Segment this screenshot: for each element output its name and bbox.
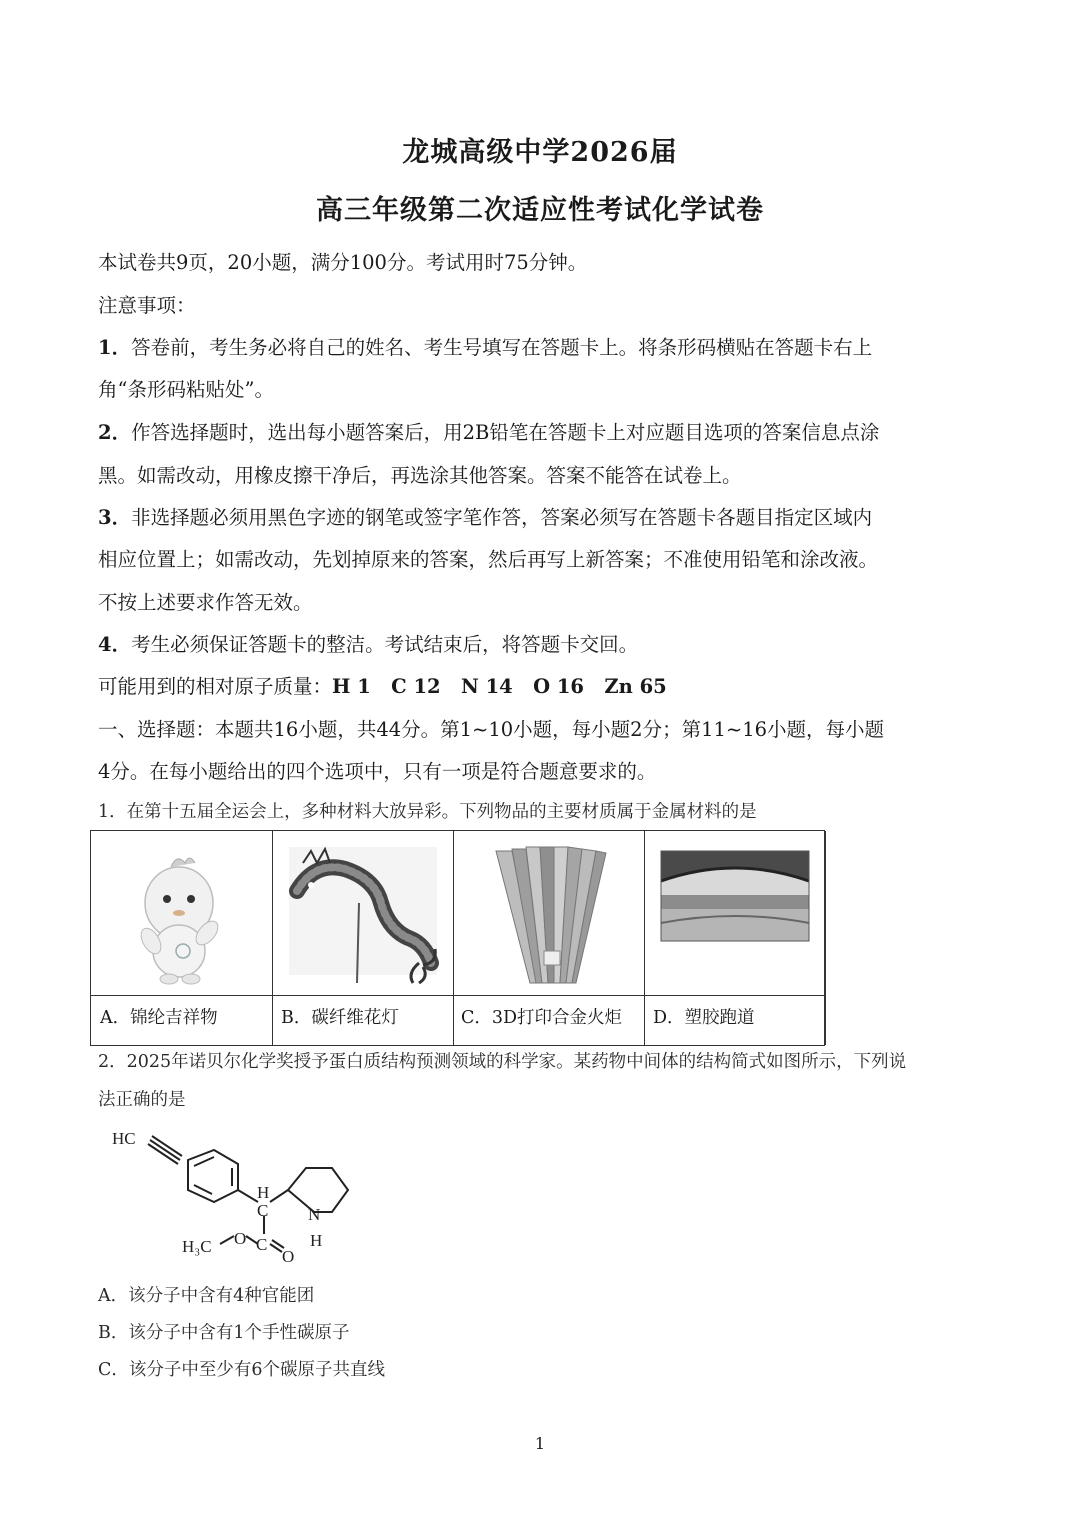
page-number: 1	[534, 1434, 546, 1453]
section-1-line-2: 4分。在每小题给出的四个选项中，只有一项是符合题意要求的。	[98, 760, 657, 783]
notice-heading: 注意事项：	[98, 294, 196, 317]
question-2-option-c: C．该分子中至少有6个碳原子共直线	[98, 1360, 386, 1380]
mol-label-c-ester: C	[256, 1235, 268, 1254]
notice-3-line-3: 不按上述要求作答无效。	[98, 591, 313, 614]
option-d-label: D．塑胶跑道	[653, 1008, 755, 1028]
option-c-label: C．3D打印合金火炬	[461, 1008, 623, 1028]
atomic-mass-values: H 1 C 12 N 14 O 16 Zn 65	[332, 675, 667, 698]
notice-2-number: 2．	[98, 421, 132, 444]
exam-title-school: 龙城高级中学2026届	[402, 137, 678, 168]
option-captions-row	[91, 995, 824, 1048]
question-2-option-b: B．该分子中含有1个手性碳原子	[98, 1323, 350, 1343]
molecule-structure-diagram	[110, 1126, 370, 1266]
notice-1-line-2: 角“条形码粘贴处”。	[98, 378, 274, 401]
question-2-stem-line-1: 2．2025年诺贝尔化学奖授予蛋白质结构预测领域的科学家。某药物中间体的结构简式如图所示，下列说	[98, 1052, 907, 1072]
notice-3-line-1: 3．非选择题必须用黑色字迹的钢笔或签字笔作答，答案必须写在答题卡各题目指定区域内	[98, 506, 873, 529]
atomic-mass-line: 可能用到的相对原子质量：H 1 C 12 N 14 O 16 Zn 65	[98, 675, 667, 698]
torch-image	[454, 833, 644, 993]
option-a-label: A．锦纶吉祥物	[100, 1008, 218, 1028]
mascot-image	[91, 833, 271, 993]
question-1-options-table	[90, 830, 825, 1046]
notice-4-number: 4．	[98, 633, 132, 656]
notice-2-line-2: 黑。如需改动，用橡皮擦干净后，再选涂其他答案。答案不能答在试卷上。	[98, 464, 742, 487]
exam-title-subject: 高三年级第二次适应性考试化学试卷	[316, 195, 764, 226]
question-2-option-a: A．该分子中含有4种官能团	[98, 1286, 315, 1306]
stadium-image	[645, 833, 825, 993]
notice-1-line-1: 1．答卷前，考生务必将自己的姓名、考生号填写在答题卡上。将条形码横贴在答题卡右上	[98, 336, 873, 359]
question-2-stem-line-2: 法正确的是	[98, 1090, 186, 1110]
mol-label-c-center: C	[257, 1201, 269, 1220]
dragon-lantern-image	[273, 833, 453, 993]
notice-3-number: 3．	[98, 506, 132, 529]
intro-text: 本试卷共9页，20小题，满分100分。考试用时75分钟。	[98, 251, 588, 274]
notice-2-line-1: 2．作答选择题时，选出每小题答案后，用2B铅笔在答题卡上对应题目选项的答案信息点涂	[98, 421, 880, 444]
mol-label-h-n: H	[310, 1231, 323, 1250]
mol-label-h3c: H₃C	[182, 1237, 212, 1256]
mol-label-h-center: H	[257, 1183, 270, 1202]
mol-label-n: N	[308, 1205, 321, 1224]
mol-label-o-ester: O	[234, 1229, 247, 1248]
section-1-line-1: 一、选择题：本题共16小题，共44分。第1~10小题，每小题2分；第11~16小题，每小题	[98, 718, 885, 741]
notice-3-line-2: 相应位置上；如需改动，先划掉原来的答案，然后再写上新答案；不准使用铅笔和涂改液。	[98, 548, 879, 571]
notice-4-line-1: 4．考生必须保证答题卡的整洁。考试结束后，将答题卡交回。	[98, 633, 639, 656]
question-1-stem: 1．在第十五届全运会上，多种材料大放异彩。下列物品的主要材质属于金属材料的是	[98, 802, 757, 822]
mol-label-o-carbonyl: O	[282, 1247, 295, 1266]
notice-1-number: 1．	[98, 336, 132, 359]
mol-label-hc: HC	[112, 1129, 136, 1148]
option-b-label: B．碳纤维花灯	[281, 1008, 399, 1028]
